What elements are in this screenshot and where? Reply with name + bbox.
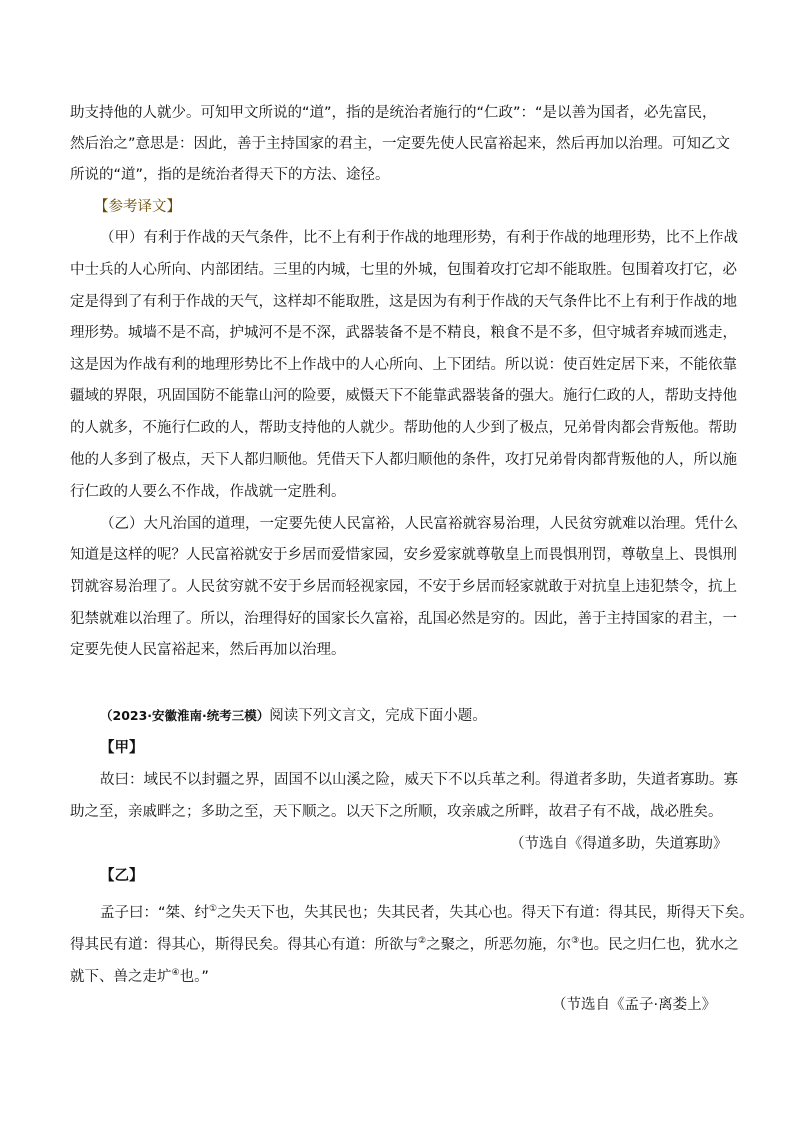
- footnote-marker-1: ①: [209, 904, 218, 914]
- passage-yi-line-1-b: 之失天下也，失其民也；失其民者，失其心也。得天下有道：得其民，斯得天下矣。: [217, 904, 754, 921]
- passage-jia-line-1: 故曰：域民不以封疆之界，固国不以山溪之险，威天下不以兵革之利。得道者多助，失道者寡助。寡: [100, 772, 738, 788]
- translation-yi-line-3: 罚就容易治理了。人民贫穷就不安于乡居而轻视家园，不安于乡居而轻家就敢于对抗皇上违犯禁令，抗上: [70, 579, 737, 595]
- footnote-marker-2: ②: [418, 936, 427, 946]
- intro-line-2: 然后治之”意思是：因此，善于主持国家的君主，一定要先使人民富裕起来，然后再加以治理。可知乙文: [70, 136, 731, 152]
- footnote-marker-4: ④: [171, 968, 180, 978]
- translation-jia-line-1: （甲）有利于作战的天气条件，比不上有利于作战的地理形势，有利于作战的地理形势，比不上作战: [100, 230, 738, 246]
- intro-line-1: 助支持他的人就少。可知甲文所说的“道”，指的是统治者施行的“仁政”：“是以善为国者，必先富民，: [70, 105, 717, 121]
- translation-jia-line-6: 疆域的界限，巩固国防不能靠山河的险要，威慑天下不能靠武器装备的强大。施行仁政的人，帮助支持他: [70, 388, 737, 404]
- translation-jia-line-7: 的人就多，不施行仁政的人，帮助支持他的人就少。帮助他的人少到了极点，兄弟骨肉都会背叛他。帮助: [70, 420, 737, 436]
- translation-jia-line-8: 他的人多到了极点，天下人都归顺他。凭借天下人都归顺他的条件，攻打兄弟骨肉都背叛他的人，所以施: [70, 452, 737, 468]
- passage-jia-label: 【甲】: [100, 740, 144, 756]
- passage-jia-line-2: 助之至，亲戚畔之；多助之至，天下顺之。以天下之所顺，攻亲戚之所畔，故君子有不战，战必胜矣。: [70, 804, 723, 820]
- passage-yi-line-3: [70, 963, 209, 987]
- footnote-marker-3: ③: [571, 936, 580, 946]
- passage-yi-line-2-b: 之聚之，所恶勿施，尔: [426, 936, 572, 953]
- translation-jia-line-5: 这是因为作战有利的地理形势比不上作战中的人心所向、上下团结。所以说：使百姓定居下来，不能依靠: [70, 357, 737, 373]
- translation-jia-line-9: 行仁政的人要么不作战，作战就一定胜利。: [70, 484, 346, 500]
- translation-yi-line-1: （乙）大凡治国的道理，一定要先使人民富裕，人民富裕就容易治理，人民贫穷就难以治理。凭什么: [100, 516, 738, 532]
- translation-jia-line-2: 中士兵的人心所向、内部团结。三里的内城，七里的外城，包围着攻打它却不能取胜。包围着攻打它，必: [70, 262, 737, 278]
- intro-line-3: 所说的“道”，指的是统治者得天下的方法、途径。: [70, 167, 390, 183]
- passage-jia-citation: （节选自《得道多助，失道寡助》: [510, 836, 728, 852]
- passage-yi-line-2: [70, 931, 739, 955]
- passage-yi-line-1-a: 孟子曰：“桀、纣: [100, 904, 210, 921]
- passage-yi-line-2-c: 也。民之归仁也，犹水之: [579, 936, 739, 953]
- question-instruction: 阅读下列文言文，完成下面小题。: [269, 708, 487, 724]
- passage-yi-citation: （节选自《孟子·离娄上》: [552, 997, 717, 1013]
- translation-jia-line-4: 理形势。城墙不是不高，护城河不是不深，武器装备不是不精良，粮食不是不多，但守城者弃城而逃走，: [70, 325, 737, 341]
- translation-yi-line-5: 定要先使人民富裕起来，然后再加以治理。: [70, 642, 346, 658]
- passage-yi-line-2-a: 得其民有道：得其心，斯得民矣。得其心有道：所欲与: [70, 936, 418, 953]
- translation-yi-line-2: 知道是这样的呢？人民富裕就安于乡居而爱惜家园，安乡爱家就尊敬皇上而畏惧刑罚，尊敬皇上、畏惧刑: [70, 547, 737, 563]
- question-header: [100, 706, 487, 726]
- translation-jia-line-3: 定是得到了有利于作战的天气，这样却不能取胜，这是因为有利于作战的天气条件比不上有利于作战的地: [70, 294, 737, 310]
- passage-yi-label: 【乙】: [100, 868, 144, 884]
- question-source: （2023·安徽淮南·统考三模）: [100, 708, 270, 723]
- reference-translation-heading: 【参考译文】: [94, 199, 181, 215]
- translation-yi-line-4: 犯禁就难以治理了。所以，治理得好的国家长久富裕，乱国必然是穷的。因此，善于主持国家的君主，一: [70, 611, 737, 627]
- passage-yi-line-1: [100, 899, 754, 923]
- passage-yi-line-3-b: 也。”: [179, 968, 209, 985]
- passage-yi-line-3-a: 就下、兽之走圹: [70, 968, 172, 985]
